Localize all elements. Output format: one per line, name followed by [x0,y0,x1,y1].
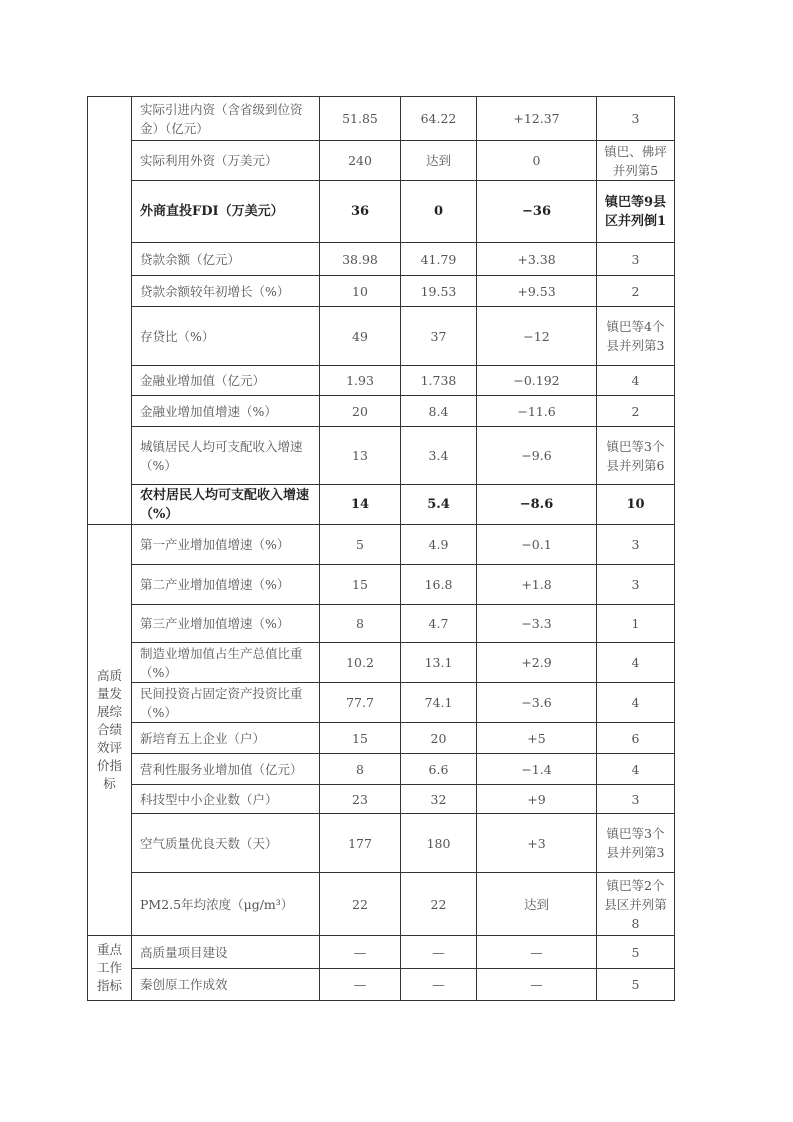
rank-value: 2 [597,276,675,307]
target-value: 15 [320,723,401,754]
rank-value: 5 [597,936,675,969]
table-row [88,485,675,525]
actual-value: 22 [401,873,477,936]
target-value: 49 [320,307,401,366]
indicator-name: 贷款余额较年初增长（%） [132,276,320,307]
rank-value: 镇巴等3个县并列第3 [597,814,675,873]
rank-value: 5 [597,969,675,1001]
table-row [88,243,675,276]
rank-value: 4 [597,643,675,683]
target-value: 5 [320,525,401,565]
indicator-name: 高质量项目建设 [132,936,320,969]
indicator-name: 外商直投FDI（万美元） [132,181,320,243]
target-value: — [320,936,401,969]
difference-value: −0.1 [477,525,597,565]
indicator-name: 新培育五上企业（户） [132,723,320,754]
difference-value: −8.6 [477,485,597,525]
table-row [88,723,675,754]
table-row [88,427,675,485]
actual-value: 74.1 [401,683,477,723]
indicator-name: 秦创原工作成效 [132,969,320,1001]
category-cell [88,97,132,525]
rank-value: 6 [597,723,675,754]
difference-value: −0.192 [477,366,597,396]
target-value: 13 [320,427,401,485]
indicator-name: PM2.5年均浓度（μg/m³） [132,873,320,936]
difference-value: 达到 [477,873,597,936]
indicator-name: 金融业增加值增速（%） [132,396,320,427]
rank-value: 4 [597,683,675,723]
table-row [88,141,675,181]
rank-value: 1 [597,605,675,643]
category-cell [88,525,132,936]
target-value: 77.7 [320,683,401,723]
difference-value: +3.38 [477,243,597,276]
rank-value: 镇巴等9县区并列倒1 [597,181,675,243]
actual-value: 3.4 [401,427,477,485]
target-value: 51.85 [320,97,401,141]
target-value: 240 [320,141,401,181]
indicator-name: 金融业增加值（亿元） [132,366,320,396]
indicator-name: 存贷比（%） [132,307,320,366]
table-row [88,565,675,605]
difference-value: +5 [477,723,597,754]
difference-value: +9 [477,785,597,814]
indicator-name: 空气质量优良天数（天） [132,814,320,873]
target-value: 36 [320,181,401,243]
indicator-name: 第二产业增加值增速（%） [132,565,320,605]
table-row [88,181,675,243]
rank-value: 3 [597,785,675,814]
indicator-name: 科技型中小企业数（户） [132,785,320,814]
target-value: — [320,969,401,1001]
difference-value: — [477,969,597,1001]
actual-value: 13.1 [401,643,477,683]
target-value: 38.98 [320,243,401,276]
rank-value: 3 [597,565,675,605]
target-value: 10.2 [320,643,401,683]
rank-value: 4 [597,754,675,785]
table-row [88,366,675,396]
table-row [88,643,675,683]
actual-value: — [401,936,477,969]
difference-value: +12.37 [477,97,597,141]
actual-value: 64.22 [401,97,477,141]
target-value: 14 [320,485,401,525]
rank-value: 3 [597,97,675,141]
table-row [88,605,675,643]
actual-value: 6.6 [401,754,477,785]
actual-value: 37 [401,307,477,366]
table-row [88,276,675,307]
indicator-name: 实际引进内资（含省级到位资金）（亿元） [132,97,320,141]
difference-value: −11.6 [477,396,597,427]
difference-value: −36 [477,181,597,243]
table-row [88,936,675,969]
actual-value: 20 [401,723,477,754]
target-value: 177 [320,814,401,873]
difference-value: −9.6 [477,427,597,485]
indicator-name: 第三产业增加值增速（%） [132,605,320,643]
difference-value: −3.6 [477,683,597,723]
table-row [88,396,675,427]
target-value: 23 [320,785,401,814]
actual-value: 41.79 [401,243,477,276]
difference-value: −3.3 [477,605,597,643]
actual-value: 4.7 [401,605,477,643]
table-row [88,525,675,565]
difference-value: — [477,936,597,969]
target-value: 8 [320,754,401,785]
indicator-name: 贷款余额（亿元） [132,243,320,276]
table-row [88,814,675,873]
target-value: 10 [320,276,401,307]
rank-value: 3 [597,525,675,565]
difference-value: +1.8 [477,565,597,605]
category-label: 重点工作指标 [96,942,122,993]
table-row [88,785,675,814]
target-value: 22 [320,873,401,936]
indicator-table [87,96,675,1001]
actual-value: 16.8 [401,565,477,605]
rank-value: 镇巴等3个县并列第6 [597,427,675,485]
actual-value: 达到 [401,141,477,181]
indicator-name: 农村居民人均可支配收入增速（%） [132,485,320,525]
actual-value: — [401,969,477,1001]
actual-value: 5.4 [401,485,477,525]
table-row [88,307,675,366]
table-row [88,97,675,141]
difference-value: −1.4 [477,754,597,785]
rank-value: 镇巴等4个县并列第3 [597,307,675,366]
actual-value: 180 [401,814,477,873]
rank-value: 镇巴等2个县区并列第8 [597,873,675,936]
target-value: 1.93 [320,366,401,396]
difference-value: +3 [477,814,597,873]
rank-value: 3 [597,243,675,276]
category-cell [88,936,132,1001]
indicator-name: 城镇居民人均可支配收入增速（%） [132,427,320,485]
indicator-name: 制造业增加值占生产总值比重（%） [132,643,320,683]
rank-value: 4 [597,366,675,396]
rank-value: 镇巴、佛坪并列第5 [597,141,675,181]
difference-value: +9.53 [477,276,597,307]
difference-value: +2.9 [477,643,597,683]
target-value: 15 [320,565,401,605]
indicator-name: 营利性服务业增加值（亿元） [132,754,320,785]
difference-value: 0 [477,141,597,181]
indicator-name: 实际利用外资（万美元） [132,141,320,181]
category-label: 高质量发展综合绩效评价指标 [96,668,122,791]
target-value: 20 [320,396,401,427]
table-row [88,969,675,1001]
actual-value: 1.738 [401,366,477,396]
target-value: 8 [320,605,401,643]
actual-value: 32 [401,785,477,814]
table-row [88,754,675,785]
difference-value: −12 [477,307,597,366]
table-row [88,873,675,936]
indicator-name: 第一产业增加值增速（%） [132,525,320,565]
actual-value: 8.4 [401,396,477,427]
table-row [88,683,675,723]
actual-value: 0 [401,181,477,243]
table-body [88,97,675,1001]
rank-value: 10 [597,485,675,525]
actual-value: 4.9 [401,525,477,565]
rank-value: 2 [597,396,675,427]
indicator-name: 民间投资占固定资产投资比重（%） [132,683,320,723]
actual-value: 19.53 [401,276,477,307]
